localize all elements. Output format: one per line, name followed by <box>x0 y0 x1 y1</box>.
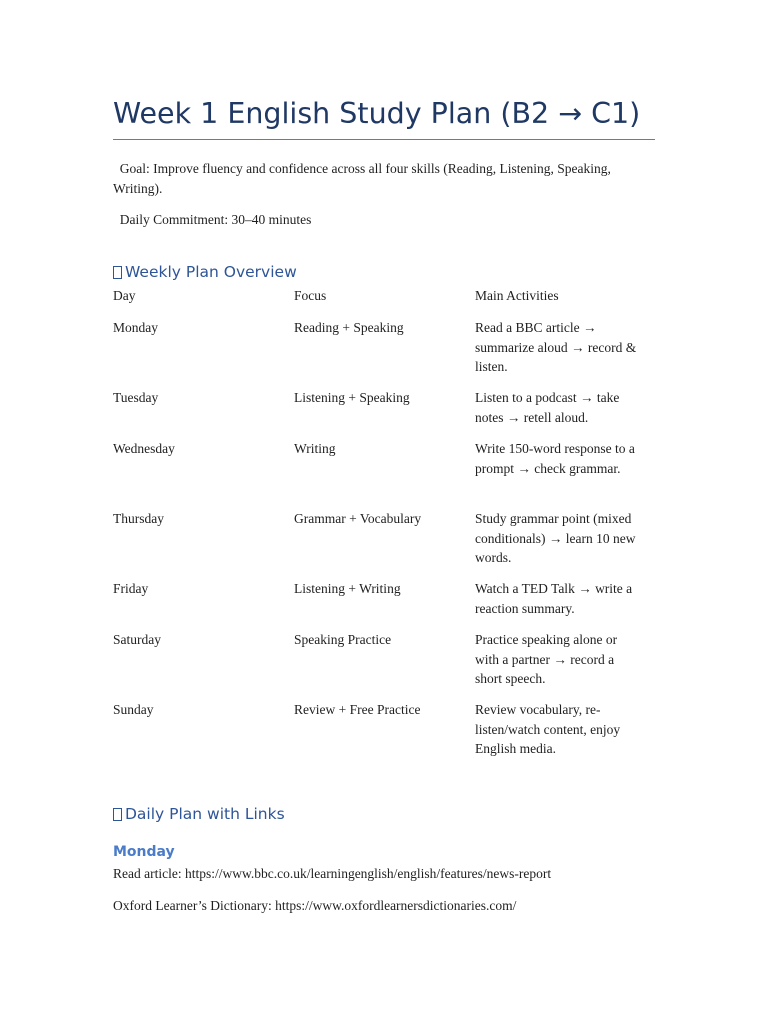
cell-focus: Listening + Speaking <box>294 390 410 405</box>
cell-day: Saturday <box>113 632 161 647</box>
cell-activities: Watch a TED Talk → write a reaction summary. <box>475 581 633 616</box>
cell-activities: Listen to a podcast → take notes → retell aloud. <box>475 390 620 425</box>
cell-focus: Grammar + Vocabulary <box>294 511 422 526</box>
table-row <box>113 439 654 509</box>
cell-day: Wednesday <box>113 441 175 456</box>
table-row <box>113 318 654 388</box>
daily-plan-heading <box>113 803 285 825</box>
column-header-day: Day <box>113 288 136 303</box>
overview-heading <box>113 261 297 283</box>
bbc-article-link[interactable]: https://www.bbc.co.uk/learningenglish/english/features/news-report <box>184 866 552 881</box>
missing-glyph-icon <box>113 266 122 279</box>
dictionary-link-line <box>113 896 516 916</box>
cell-activities: Write 150-word response to a prompt → check grammar. <box>475 441 635 476</box>
table-row <box>113 509 654 579</box>
goal-paragraph <box>113 159 653 198</box>
cell-focus: Writing <box>294 441 336 456</box>
page-title: Week 1 English Study Plan (B2 → C1) <box>113 97 641 130</box>
monday-heading: Monday <box>113 844 175 860</box>
title-divider <box>113 139 655 140</box>
link-label: Oxford Learner’s Dictionary: <box>113 898 276 913</box>
cell-activities: Practice speaking alone or with a partner → record a short speech. <box>475 632 618 686</box>
cell-activities: Read a BBC article → summarize aloud → record & listen. <box>475 320 637 374</box>
commitment-paragraph <box>113 210 653 230</box>
cell-day: Thursday <box>113 511 164 526</box>
link-label: Read article: <box>113 866 185 881</box>
cell-activities: Study grammar point (mixed conditionals) → learn 10 new words. <box>475 511 636 565</box>
commitment-text: Daily Commitment: 30–40 minutes <box>119 212 312 227</box>
cell-activities: Review vocabulary, re-listen/watch content, enjoy English media. <box>475 702 621 756</box>
cell-focus: Review + Free Practice <box>294 702 421 717</box>
cell-day: Sunday <box>113 702 154 717</box>
cell-focus: Listening + Writing <box>294 581 401 596</box>
cell-day: Monday <box>113 320 158 335</box>
table-row <box>113 700 654 770</box>
daily-plan-heading-text: Daily Plan with Links <box>125 805 285 823</box>
weekly-plan-table <box>113 286 654 770</box>
oxford-dictionary-link[interactable]: https://www.oxfordlearnersdictionaries.com/ <box>275 898 517 913</box>
column-header-focus: Focus <box>294 288 327 303</box>
article-link-line <box>113 864 551 884</box>
cell-focus: Speaking Practice <box>294 632 392 647</box>
missing-glyph-icon <box>113 808 122 821</box>
table-header-row <box>113 286 654 318</box>
table-row <box>113 630 654 700</box>
column-header-activities: Main Activities <box>475 288 559 303</box>
table-row <box>113 579 654 630</box>
cell-focus: Reading + Speaking <box>294 320 404 335</box>
table-row <box>113 388 654 439</box>
cell-day: Friday <box>113 581 149 596</box>
goal-text: Goal: Improve fluency and confidence across all four skills (Reading, Listening, Speaking, Writing). <box>113 161 611 196</box>
cell-day: Tuesday <box>113 390 159 405</box>
overview-heading-text: Weekly Plan Overview <box>125 263 297 281</box>
